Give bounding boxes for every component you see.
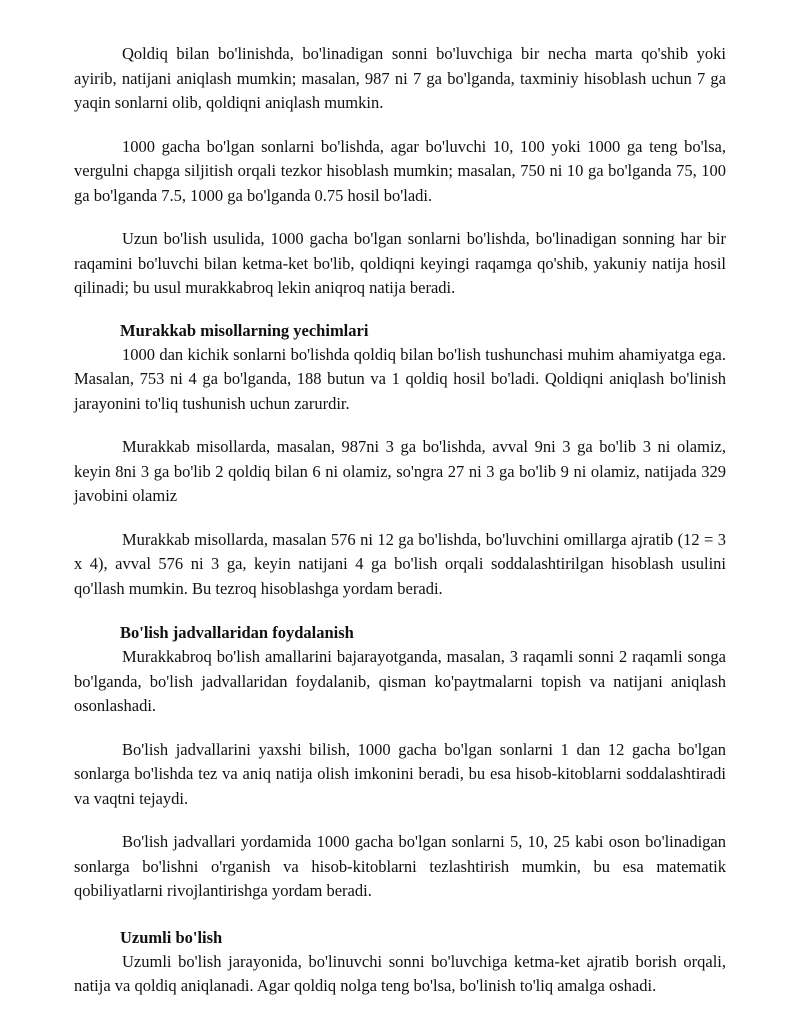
paragraph-example-987: Murakkab misollarda, masalan, 987ni 3 ga bo'lishda, avval 9ni 3 ga bo'lib 3 ni olamiz, keyin 8ni 3 ga bo'lib 2 qoldiq bilan 6 ni olamiz, so'ngra 27 ni 3 ga bo'lib 9 ni olamiz, natijada 329 javobini olamiz bbox=[74, 437, 726, 505]
section-heading-uzumli-division: Uzumli bo'lish bbox=[120, 927, 223, 947]
section-heading-division-tables: Bo'lish jadvallaridan foydalanish bbox=[120, 623, 354, 642]
paragraph-decimal-shift: 1000 gacha bo'lgan sonlarni bo'lishda, agar bo'luvchi 10, 100 yoki 1000 ga teng bo'lsa, vergulni chapga siljitish orqali tezkor hisoblash mumkin; masalan, 750 ni 10 ga bo'lganda 75, 100 ga bo'lganda 7.5, 1000 ga bo'lganda 0.75 hosil bo'ladi. bbox=[74, 136, 726, 205]
paragraph-remainder-division: Qoldiq bilan bo'linishda, bo'linadigan sonni bo'luvchiga bir necha marta qo'shib yoki ayirib, natijani aniqlash mumkin; masalan, 987 ni 7 ga bo'lganda, taxminiy hisoblash uchun 7 ga yaqin sonlarni olib, qoldiqni aniqlash mumkin. bbox=[74, 44, 726, 112]
paragraph-example-576: Murakkab misollarda, masalan 576 ni 12 ga bo'lishda, bo'luvchini omillarga ajratib (12 = 3 x 4), avval 576 ni 3 ga, keyin natijani 4 ga bo'lish orqali soddalashtirilgan hisoblash usulini qo'llash mumkin. Bu tezroq hisoblashga yordam beradi. bbox=[74, 529, 726, 598]
paragraph-long-division: Uzun bo'lish usulida, 1000 gacha bo'lgan sonlarni bo'lishda, bo'linadigan sonning har bir raqamini bo'luvchi bilan ketma-ket bo'lib, qoldiqni keyingi raqamga qo'shib, yakuniy natija hosil qilinadi; bu usul murakkabroq lekin aniqroq natija beradi. bbox=[74, 229, 726, 297]
section-heading-complex-examples: Murakkab misollarning yechimlari bbox=[120, 320, 369, 340]
paragraph-tables-easy-divisors: Bo'lish jadvallari yordamida 1000 gacha bo'lgan sonlarni 5, 10, 25 kabi oson bo'linadigan sonlarga bo'lishni o'rganish va hisob-kitoblarni tezlashtirish mumkin, bu esa matematik qobiliyatlarni rivojlantirishga yordam beradi. bbox=[74, 832, 726, 900]
paragraph-remainder-concept: 1000 dan kichik sonlarni bo'lishda qoldiq bilan bo'lish tushunchasi muhim ahamiyatga ega. Masalan, 753 ni 4 ga bo'lganda, 188 butun va 1 qoldiq hosil bo'ladi. Qoldiqni aniqlash bo'linish jarayonini to'liq tushunish uchun zarurdir. bbox=[74, 344, 726, 413]
paragraph-tables-usage: Murakkabroq bo'lish amallarini bajarayotganda, masalan, 3 raqamli sonni 2 raqamli songa bo'lganda, bo'lish jadvallaridan foydalanib, qisman ko'paytmalarni topish va natijani aniqlash osonlashadi. bbox=[74, 647, 726, 715]
paragraph-uzumli-division: Uzumli bo'lish jarayonida, bo'linuvchi sonni bo'luvchiga ketma-ket ajratib borish orqali, natija va qoldiq aniqlanadi. Agar qoldiq nolga teng bo'lsa, bo'linish to'liq amalga oshadi. bbox=[74, 951, 726, 995]
paragraph-tables-knowledge: Bo'lish jadvallarini yaxshi bilish, 1000 gacha bo'lgan sonlarni 1 dan 12 gacha bo'lgan sonlarga bo'lishda tez va aniq natija olish imkonini beradi, bu esa hisob-kitoblarni soddalashtiradi va vaqtni tejaydi. bbox=[74, 739, 726, 808]
